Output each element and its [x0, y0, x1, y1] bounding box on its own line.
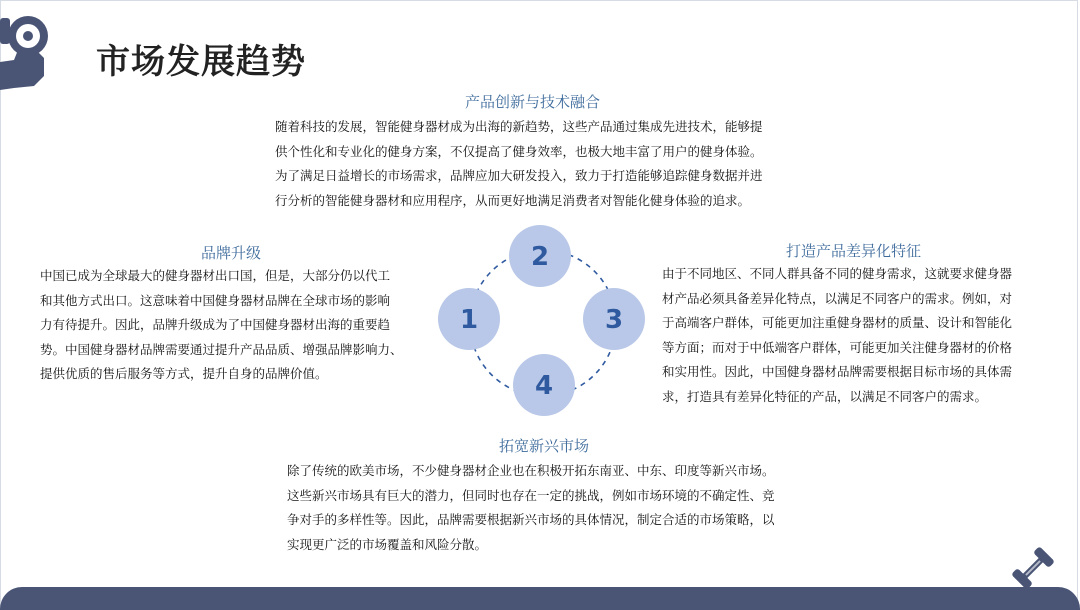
paragraph-differentiation — [662, 262, 1012, 409]
text-line: 提供优质的售后服务等方式，提升自身的品牌价值。 — [40, 366, 328, 381]
text-line: 实现更广泛的市场覆盖和风险分散。 — [287, 536, 488, 552]
section-title-emerging-markets: 拓宽新兴市场 — [499, 437, 590, 455]
section-title-brand-upgrade: 品牌升级 — [201, 244, 262, 262]
paragraph-innovation — [275, 115, 763, 213]
text-line: 这些新兴市场具有巨大的潜力，但同时也存在一定的挑战，例如市场环境的不确定性、竞 — [287, 487, 775, 503]
step-number-3: 3 — [604, 305, 624, 335]
text-line: 行分析的智能健身器材和应用程序，从而更好地满足消费者对智能化健身体验的追求。 — [275, 192, 751, 208]
paragraph-emerging-markets — [287, 459, 775, 557]
text-line: 除了传统的欧美市场，不少健身器材企业也在积极开拓东南亚、中东、印度等新兴市场。 — [287, 463, 775, 478]
text-line: 于高端客户群体，可能更加注重健身器材的质量、设计和智能化 — [662, 315, 1013, 330]
paragraph-brand-upgrade — [40, 264, 403, 387]
text-line: 求，打造具有差异化特征的产品，以满足不同客户的需求。 — [662, 388, 988, 404]
section-title-innovation: 产品创新与技术融合 — [465, 93, 601, 111]
text-line: 势。中国健身器材品牌需要通过提升产品品质、增强品牌影响力、 — [40, 341, 403, 357]
dumbbell-icon — [1011, 546, 1055, 590]
text-line: 力有待提升。因此，品牌升级成为了中国健身器材出海的重要趋 — [40, 317, 391, 332]
step-number-4: 4 — [534, 371, 554, 401]
page-title: 市场发展趋势 — [96, 42, 306, 82]
section-title-differentiation: 打造产品差异化特征 — [786, 242, 922, 260]
fitness-logo-icon — [0, 0, 62, 92]
step-number-2: 2 — [530, 242, 550, 272]
text-line: 中国已成为全球最大的健身器材出口国，但是，大部分仍以代工 — [40, 268, 391, 283]
text-line: 和实用性。因此，中国健身器材品牌需要根据目标市场的具体需 — [662, 364, 1013, 379]
text-line: 等方面；而对于中低端客户群体，可能更加关注健身器材的价格 — [662, 339, 1013, 355]
text-line: 和其他方式出口。这意味着中国健身器材品牌在全球市场的影响 — [40, 292, 391, 308]
four-step-diagram — [430, 218, 656, 428]
text-line: 为了满足日益增长的市场需求，品牌应加大研发投入，致力于打造能够追踪健身数据并进 — [275, 168, 763, 183]
text-line: 由于不同地区、不同人群具备不同的健身需求，这就要求健身器 — [662, 266, 1013, 281]
step-number-1: 1 — [459, 305, 479, 335]
text-line: 材产品必须具备差异化特点，以满足不同客户的需求。例如，对 — [662, 290, 1013, 306]
text-line: 供个性化和专业化的健身方案，不仅提高了健身效率，也极大地丰富了用户的健身体验。 — [275, 143, 763, 159]
text-line: 争对手的多样性等。因此，品牌需要根据新兴市场的具体情况，制定合适的市场策略，以 — [287, 512, 775, 527]
bottom-decor-bar — [0, 587, 1080, 610]
text-line: 随着科技的发展，智能健身器材成为出海的新趋势，这些产品通过集成先进技术，能够提 — [275, 119, 763, 134]
